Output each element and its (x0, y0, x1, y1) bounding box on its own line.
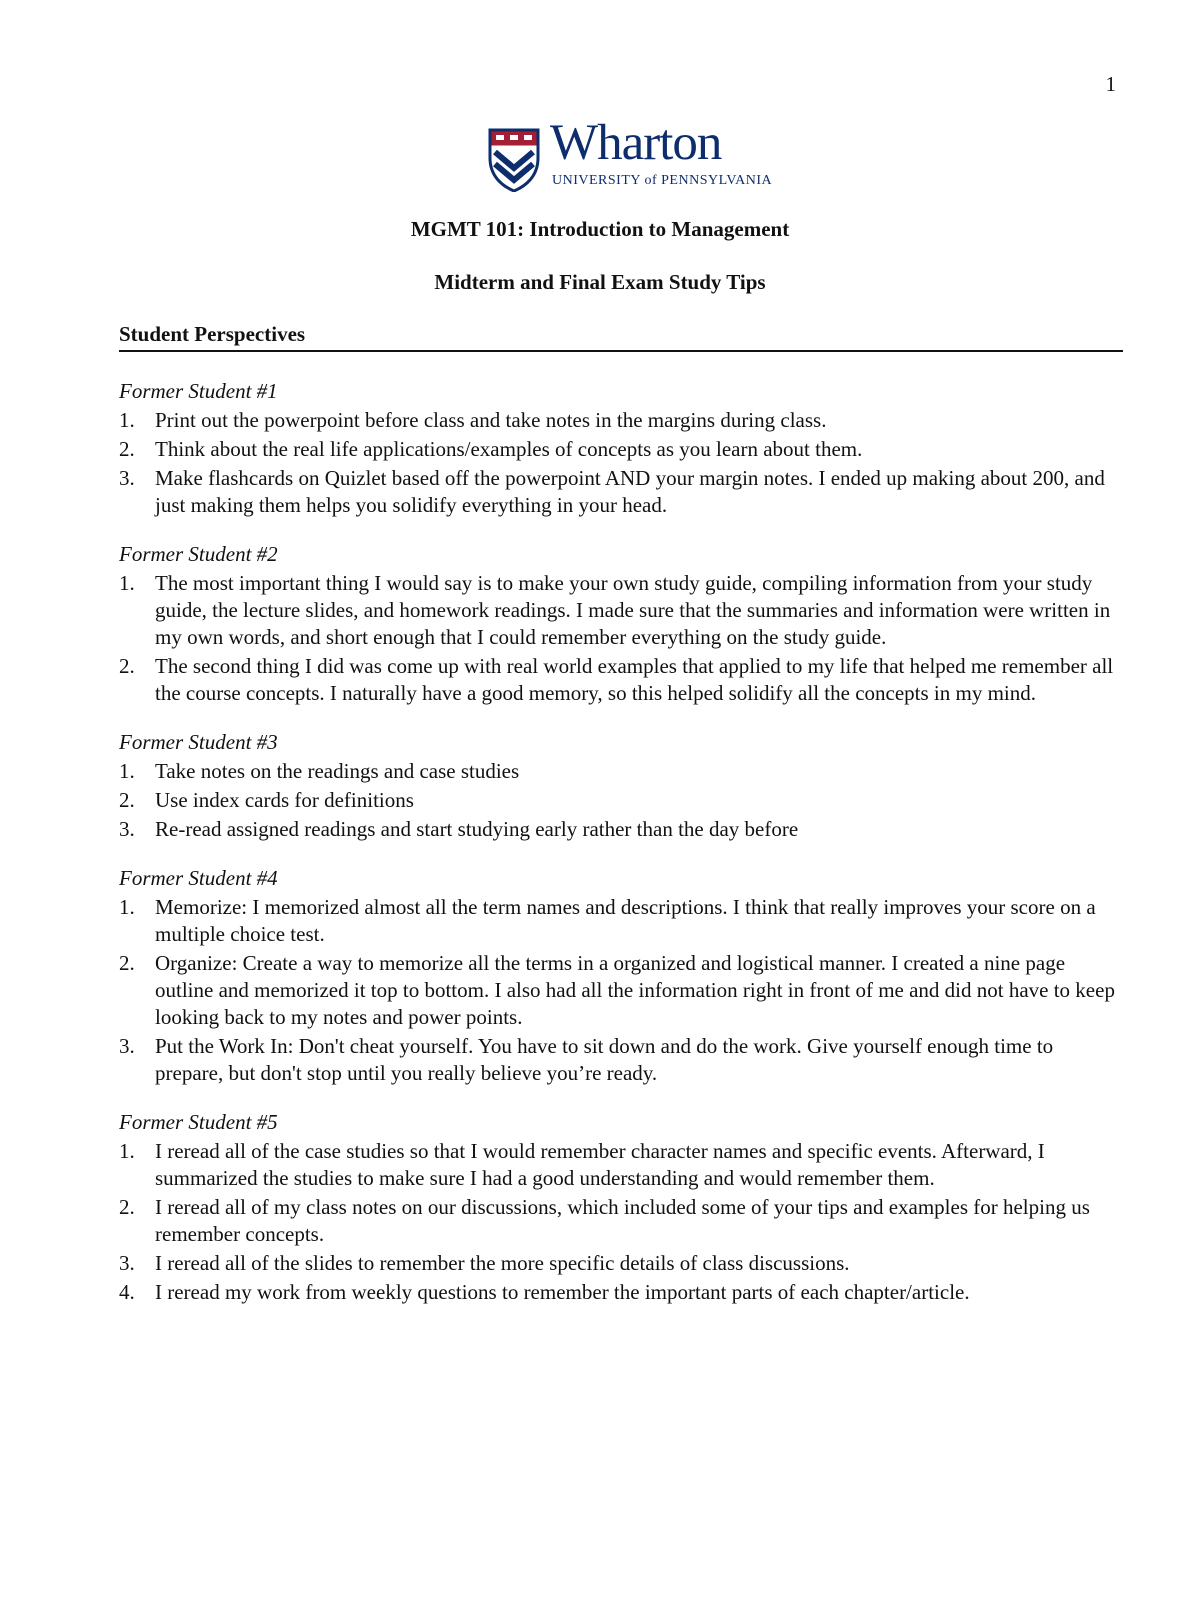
list-item-text: Use index cards for definitions (155, 788, 414, 812)
student-block (119, 729, 1123, 843)
list-item (119, 1194, 1123, 1248)
student-block (119, 378, 1123, 519)
student-name: Former Student #2 (119, 542, 278, 566)
list-item (119, 436, 1123, 463)
list-number: 4. (119, 1280, 135, 1304)
list-item (119, 787, 1123, 814)
student-block (119, 865, 1123, 1087)
list-item-text: Think about the real life applications/examples of concepts as you learn about them. (155, 437, 863, 461)
list-item-text: I reread all of the slides to remember the more specific details of class discussions. (155, 1251, 850, 1275)
student-name: Former Student #1 (119, 379, 278, 403)
student-block (119, 1109, 1123, 1306)
student-name: Former Student #3 (119, 730, 278, 754)
logo-subline: UNIVERSITY of PENNSYLVANIA (552, 173, 773, 188)
list-number: 1. (119, 1139, 135, 1163)
list-number: 2. (119, 437, 135, 461)
list-item (119, 407, 1123, 434)
list-number: 2. (119, 788, 135, 812)
list-number: 3. (119, 1034, 135, 1058)
list-item-text: The second thing I did was come up with real world examples that applied to my life that helped me remember all the course concepts. I naturally have a good memory, so this helped solidify all the concepts in my mind. (155, 654, 1114, 705)
list-number: 1. (119, 759, 135, 783)
page-number: 1 (1105, 72, 1116, 96)
wharton-logo (488, 115, 773, 190)
list-item (119, 1033, 1123, 1087)
document-title: Midterm and Final Exam Study Tips (434, 270, 766, 294)
list-item-text: Print out the powerpoint before class and take notes in the margins during class. (155, 408, 827, 432)
section-heading: Student Perspectives (119, 322, 1123, 352)
student-name: Former Student #5 (119, 1110, 278, 1134)
list-item-text: Take notes on the readings and case studies (155, 759, 520, 783)
list-number: 1. (119, 408, 135, 432)
penn-shield-icon (488, 128, 540, 192)
course-title: MGMT 101: Introduction to Management (410, 217, 790, 241)
list-number: 3. (119, 466, 135, 490)
list-item (119, 950, 1123, 1031)
list-item (119, 816, 1123, 843)
list-item-text: Re-read assigned readings and start studying early rather than the day before (155, 817, 799, 841)
list-number: 2. (119, 654, 135, 678)
list-item-text: The most important thing I would say is to make your own study guide, compiling information from your study guide, the lecture slides, and homework readings. I made sure that the summaries and information were written in my own words, and short enough that I could remember everything on the study guide. (155, 571, 1111, 649)
list-number: 1. (119, 895, 135, 919)
list-number: 2. (119, 1195, 135, 1219)
student-tips-content (119, 378, 1123, 1328)
list-item (119, 1138, 1123, 1192)
list-number: 3. (119, 1251, 135, 1275)
list-number: 2. (119, 951, 135, 975)
list-item (119, 1250, 1123, 1277)
list-number: 1. (119, 571, 135, 595)
list-number: 3. (119, 817, 135, 841)
list-item (119, 653, 1123, 707)
list-item-text: I reread all of my class notes on our discussions, which included some of your tips and examples for helping us remember concepts. (155, 1195, 1090, 1246)
student-name: Former Student #4 (119, 866, 278, 890)
list-item-text: Put the Work In: Don't cheat yourself. You have to sit down and do the work. Give yourself enough time to prepare, but don't stop until you really believe you’re ready. (155, 1034, 1054, 1085)
list-item-text: I reread all of the case studies so that I would remember character names and specific events. Afterward, I summarized the studies to make sure I had a good understanding and would remember them. (155, 1139, 1045, 1190)
list-item (119, 570, 1123, 651)
logo-wordmark: Wharton (550, 115, 722, 171)
list-item (119, 894, 1123, 948)
list-item-text: Memorize: I memorized almost all the term names and descriptions. I think that really improves your score on a multiple choice test. (155, 895, 1096, 946)
list-item-text: Organize: Create a way to memorize all the terms in a organized and logistical manner. I created a nine page outline and memorized it top to bottom. I also had all the information right in front of me and did not have to keep looking back to my notes and power points. (155, 951, 1115, 1029)
list-item-text: I reread my work from weekly questions to remember the important parts of each chapter/article. (155, 1280, 970, 1304)
list-item (119, 758, 1123, 785)
list-item (119, 1279, 1123, 1306)
list-item (119, 465, 1123, 519)
student-block (119, 541, 1123, 707)
list-item-text: Make flashcards on Quizlet based off the powerpoint AND your margin notes. I ended up making about 200, and just making them helps you solidify everything in your head. (155, 466, 1105, 517)
